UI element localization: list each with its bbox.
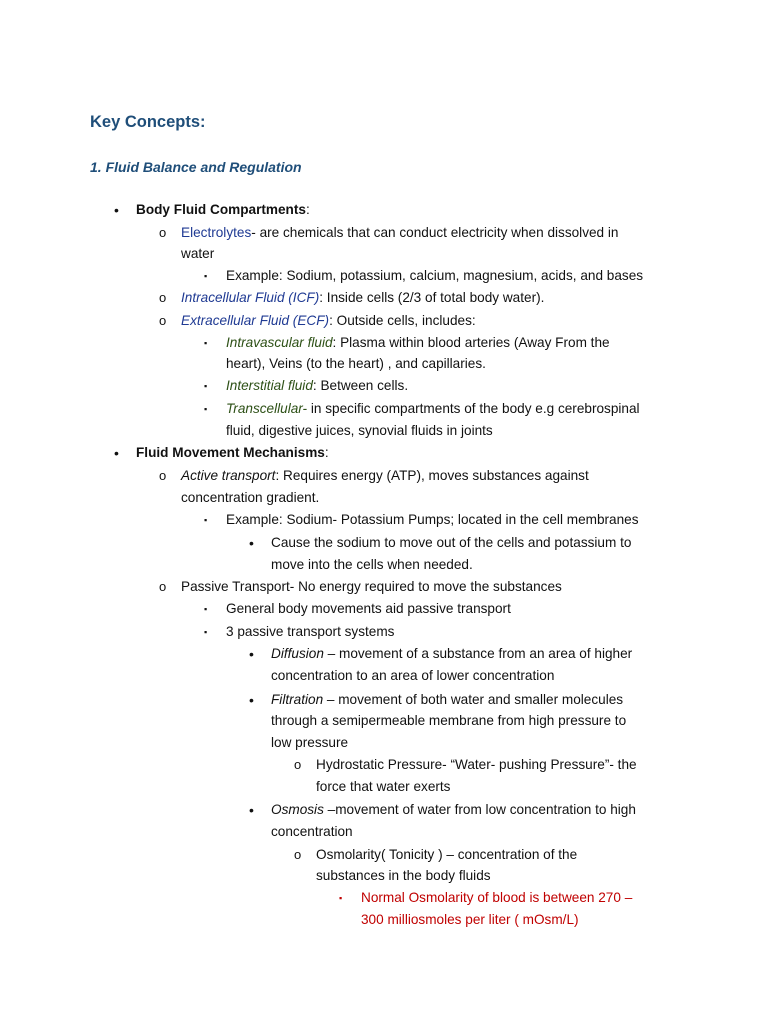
interstitial-item bbox=[226, 375, 408, 397]
ecf-item bbox=[181, 310, 476, 332]
osmolarity-item: Osmolarity( Tonicity ) – concentration of the bbox=[316, 847, 578, 862]
compartments-title: Body Fluid Compartments bbox=[136, 202, 306, 217]
osmolarity-item-cont: substances in the body fluids bbox=[316, 868, 491, 883]
transcellular-text: in specific compartments of the body e.g cerebrospinal bbox=[307, 401, 640, 416]
bullet-circle: o bbox=[294, 757, 302, 772]
filtration-text-cont: through a semipermeable membrane from high pressure to bbox=[271, 713, 627, 728]
electrolytes-text: - are chemicals that can conduct electricity when dissolved in bbox=[251, 225, 619, 240]
passive-systems: 3 passive transport systems bbox=[226, 624, 395, 639]
bullet-circle: o bbox=[294, 847, 302, 862]
bullet-square: ▪ bbox=[204, 515, 208, 525]
bullet-square: ▪ bbox=[339, 893, 343, 903]
electrolytes-text-cont: water bbox=[181, 246, 215, 261]
compartments-item bbox=[136, 199, 310, 221]
passive-item: Passive Transport- No energy required to move the substances bbox=[181, 579, 562, 594]
pump-example: Example: Sodium- Potassium Pumps; located in the cell membranes bbox=[226, 512, 639, 527]
active-text-cont: concentration gradient. bbox=[181, 490, 320, 505]
ecf-term: Extracellular Fluid (ECF) bbox=[181, 313, 330, 328]
bullet-disc: • bbox=[114, 445, 119, 461]
pump-detail-cont: move into the cells when needed. bbox=[271, 557, 473, 572]
active-text: : Requires energy (ATP), moves substances against bbox=[275, 468, 589, 483]
osmosis-item bbox=[271, 799, 636, 821]
bullet-square: ▪ bbox=[204, 404, 208, 414]
icf-item bbox=[181, 287, 544, 309]
diffusion-term: Diffusion bbox=[271, 646, 324, 661]
electrolytes-term: Electrolytes bbox=[181, 225, 252, 240]
active-item bbox=[181, 465, 589, 487]
interstitial-text: : Between cells. bbox=[312, 378, 409, 393]
osmosis-text-cont: concentration bbox=[271, 824, 353, 839]
bullet-circle: o bbox=[159, 225, 167, 240]
intravascular-text-cont: heart), Veins (to the heart) , and capillaries. bbox=[226, 356, 486, 371]
bullet-square: ▪ bbox=[204, 381, 208, 391]
movement-title: Fluid Movement Mechanisms bbox=[136, 445, 325, 460]
filtration-item bbox=[271, 689, 623, 711]
transcellular-text-cont: fluid, digestive juices, synovial fluids in joints bbox=[226, 423, 493, 438]
osmosis-text: –movement of water from low concentration to high bbox=[323, 802, 636, 817]
icf-term: Intracellular Fluid (ICF) bbox=[181, 290, 320, 305]
electrolytes-item bbox=[181, 222, 618, 244]
transcellular-term: Transcellular- bbox=[226, 401, 308, 416]
movement-item bbox=[136, 442, 329, 464]
compartments-colon: : bbox=[305, 202, 310, 217]
diffusion-text: – movement of a substance from an area of higher bbox=[323, 646, 633, 661]
movement-colon: : bbox=[324, 445, 329, 460]
page-heading: Key Concepts: bbox=[90, 113, 206, 131]
bullet-circle: o bbox=[159, 313, 167, 328]
diffusion-text-cont: concentration to an area of lower concentration bbox=[271, 668, 555, 683]
transcellular-item bbox=[226, 398, 640, 420]
bullet-circle: o bbox=[159, 468, 167, 483]
bullet-circle: o bbox=[159, 579, 167, 594]
bullet-disc: • bbox=[249, 692, 254, 708]
filtration-text-cont2: low pressure bbox=[271, 735, 349, 750]
diffusion-item bbox=[271, 643, 632, 665]
bullet-disc: • bbox=[249, 802, 254, 818]
active-term: Active transport bbox=[181, 468, 276, 483]
osmosis-term: Osmosis bbox=[271, 802, 324, 817]
ecf-text: : Outside cells, includes: bbox=[329, 313, 476, 328]
bullet-circle: o bbox=[159, 290, 167, 305]
intravascular-text: : Plasma within blood arteries (Away From the bbox=[332, 335, 610, 350]
hydrostatic-item-cont: force that water exerts bbox=[316, 779, 451, 794]
bullet-square: ▪ bbox=[204, 338, 208, 348]
bullet-disc: • bbox=[114, 202, 119, 218]
bullet-square: ▪ bbox=[204, 604, 208, 614]
normal-osmolarity-cont: 300 milliosmoles per liter ( mOsm/L) bbox=[361, 912, 579, 927]
intravascular-item bbox=[226, 332, 610, 354]
interstitial-term: Interstitial fluid bbox=[226, 378, 313, 393]
bullet-square: ▪ bbox=[204, 271, 208, 281]
passive-aid: General body movements aid passive transport bbox=[226, 601, 511, 616]
filtration-term: Filtration bbox=[271, 692, 324, 707]
electrolytes-example: Example: Sodium, potassium, calcium, magnesium, acids, and bases bbox=[226, 268, 644, 283]
filtration-text: – movement of both water and smaller molecules bbox=[323, 692, 624, 707]
section-heading: 1. Fluid Balance and Regulation bbox=[90, 159, 302, 175]
hydrostatic-item: Hydrostatic Pressure- “Water- pushing Pressure”- the bbox=[316, 757, 637, 772]
bullet-square: ▪ bbox=[204, 627, 208, 637]
pump-detail: Cause the sodium to move out of the cells and potassium to bbox=[271, 535, 632, 550]
intravascular-term: Intravascular fluid bbox=[226, 335, 333, 350]
bullet-disc: • bbox=[249, 535, 254, 551]
normal-osmolarity: Normal Osmolarity of blood is between 270 – bbox=[361, 890, 633, 905]
icf-text: : Inside cells (2/3 of total body water). bbox=[319, 290, 545, 305]
bullet-disc: • bbox=[249, 646, 254, 662]
